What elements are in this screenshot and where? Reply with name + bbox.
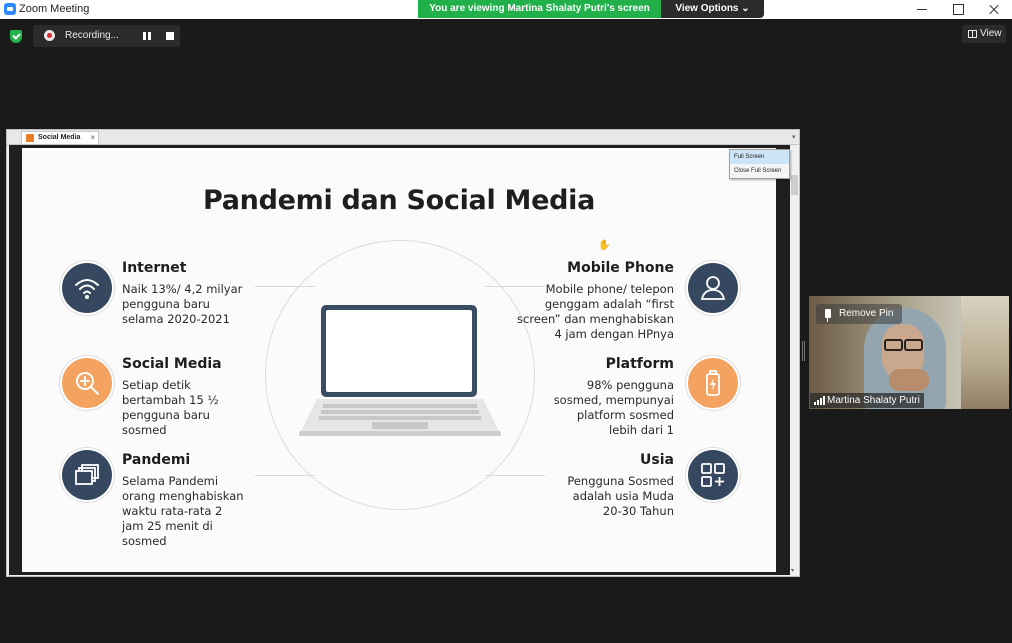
shared-screen	[6, 129, 800, 577]
item-desc-internet: Naik 13%/ 4,2 milyar pengguna baru selama 2020-2021	[122, 282, 243, 326]
search-plus-icon	[62, 358, 112, 408]
record-icon	[44, 30, 55, 41]
slide-frame	[9, 145, 796, 575]
recording-label: Recording...	[65, 30, 119, 41]
close-button[interactable]	[976, 0, 1012, 19]
item-desc-platform: 98% pengguna sosmed, mempunyai platform sosmed lebih dari 1	[553, 378, 674, 437]
item-title-mobile-phone: Mobile Phone	[567, 260, 674, 276]
view-button-label: View	[980, 28, 1002, 39]
chevron-down-icon[interactable]: ▾	[792, 134, 796, 141]
battery-icon	[688, 358, 738, 408]
screen-share-banner	[418, 0, 764, 18]
presentation-icon	[26, 134, 34, 142]
item-desc-usia: Pengguna Sosmed adalah usia Muda 20-30 Tahun	[567, 474, 674, 518]
minimize-button[interactable]	[904, 0, 940, 19]
scrollbar-thumb[interactable]	[791, 175, 798, 195]
hand-cursor-icon: ✋	[598, 240, 611, 251]
video-shelf	[961, 296, 1009, 409]
pause-recording-icon[interactable]	[143, 32, 151, 40]
windows-icon	[62, 450, 112, 500]
pin-icon	[825, 309, 831, 318]
window-controls	[904, 0, 1012, 19]
menu-item-full-screen[interactable]: Full Screen	[730, 150, 789, 164]
participant-video[interactable]	[809, 296, 1009, 409]
shared-app-tabbar	[7, 130, 799, 145]
signal-strength-icon	[814, 396, 825, 405]
scroll-down-icon[interactable]: ▾	[791, 568, 795, 574]
connector-line	[255, 475, 315, 476]
participant-hands	[889, 369, 929, 391]
tab-label: Social Media	[38, 134, 81, 141]
item-title-social-media: Social Media	[122, 356, 222, 372]
slide-title: Pandemi dan Social Media	[202, 185, 595, 216]
window-title: Zoom Meeting	[19, 3, 90, 15]
remove-pin-label: Remove Pin	[839, 308, 894, 319]
view-button[interactable]	[962, 25, 1006, 43]
laptop-illustration	[297, 303, 503, 439]
remove-pin-button[interactable]	[816, 304, 902, 324]
recording-indicator	[33, 25, 180, 47]
stop-recording-icon[interactable]	[166, 32, 174, 40]
close-tab-icon[interactable]: ×	[90, 133, 95, 142]
viewing-screen-label: You are viewing Martina Shalaty Putri's screen	[418, 0, 661, 18]
item-desc-pandemi: Selama Pandemi orang menghabiskan waktu rata-rata 2 jam 25 menit di sosmed	[122, 474, 244, 548]
item-desc-mobile-phone: Mobile phone/ telepon genggam adalah “first screen” dan menghabiskan 4 jam dengan HPnya	[517, 282, 674, 341]
view-options-button[interactable]: View Options ⌄	[661, 0, 764, 18]
item-desc-social-media: Setiap detik bertambah 15 ½ pengguna baru sosmed	[122, 378, 219, 437]
connector-line	[255, 286, 315, 287]
zoom-logo-icon	[4, 3, 16, 15]
maximize-button[interactable]	[940, 0, 976, 19]
tab-social-media[interactable]	[21, 131, 99, 144]
security-shield-icon[interactable]	[10, 30, 22, 43]
user-icon	[688, 263, 738, 313]
item-title-usia: Usia	[640, 452, 674, 468]
gallery-grid-icon	[968, 30, 977, 38]
participant-name: Martina Shalaty Putri	[827, 395, 920, 406]
item-title-pandemi: Pandemi	[122, 452, 191, 468]
item-title-platform: Platform	[605, 356, 674, 372]
participant-name-tag	[810, 393, 924, 408]
grid-plus-icon	[688, 450, 738, 500]
vertical-scrollbar[interactable]	[790, 145, 799, 576]
wifi-icon	[62, 263, 112, 313]
fullscreen-menu	[729, 149, 790, 179]
presentation-slide	[22, 148, 776, 572]
item-title-internet: Internet	[122, 260, 187, 276]
panel-resize-handle[interactable]	[802, 341, 805, 361]
glasses	[884, 339, 922, 347]
menu-item-close-full-screen[interactable]: Close Full Screen	[734, 168, 782, 174]
